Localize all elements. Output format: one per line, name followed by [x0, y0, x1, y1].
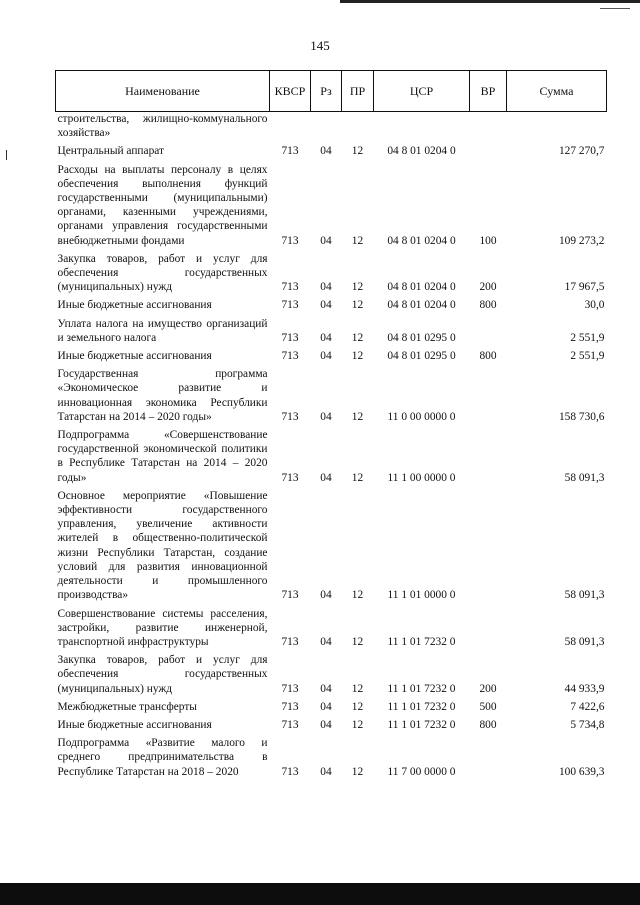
row-name: Иные бюджетные ассигнования	[57, 718, 212, 731]
row-rz: 04	[320, 765, 332, 778]
row-csr: 11 1 01 7232 0	[387, 700, 456, 713]
table-row	[56, 349, 607, 367]
row-sum: 2 551,9	[570, 350, 605, 363]
row-sum: 30,0	[584, 299, 605, 312]
row-vr: 200	[479, 281, 497, 294]
row-pr: 12	[351, 471, 364, 484]
row-sum: 44 933,9	[564, 682, 605, 695]
row-rz: 04	[320, 145, 332, 158]
row-kvsr: 713	[281, 682, 299, 695]
column-header-csr: ЦСР	[374, 71, 470, 112]
row-vr	[470, 317, 507, 349]
row-pr: 12	[351, 299, 364, 312]
row-pr: 12	[351, 281, 364, 294]
row-vr	[470, 367, 507, 428]
row-name: строительства, жилищно-коммунального хозяйства»	[57, 113, 268, 140]
row-vr: 200	[479, 682, 497, 695]
row-csr: 04 8 01 0204 0	[387, 145, 456, 158]
row-rz	[311, 112, 342, 145]
table-body	[56, 112, 607, 783]
row-pr: 12	[351, 682, 364, 695]
row-rz: 04	[320, 635, 332, 648]
column-header-kvsr: КВСР	[270, 71, 311, 112]
row-sum: 58 091,3	[564, 635, 605, 648]
row-csr: 11 1 01 7232 0	[387, 635, 456, 648]
table-row	[56, 317, 607, 349]
row-rz: 04	[320, 700, 332, 713]
row-pr: 12	[351, 410, 364, 423]
table-row	[56, 163, 607, 252]
row-rz: 04	[320, 410, 332, 423]
row-name: Подпрограмма «Совершенствование государственной экономической политики в Республике Татарстан на 2014 – 2020 годы»	[57, 429, 268, 484]
row-csr: 11 1 01 7232 0	[387, 682, 456, 695]
row-csr: 04 8 01 0204 0	[387, 234, 456, 247]
row-csr: 04 8 01 0204 0	[387, 299, 456, 312]
row-vr: 800	[479, 350, 497, 363]
row-kvsr: 713	[281, 145, 299, 158]
table-row	[56, 298, 607, 316]
row-pr: 12	[351, 765, 364, 778]
row-vr: 800	[479, 299, 497, 312]
row-sum: 58 091,3	[564, 471, 605, 484]
table-row	[56, 700, 607, 718]
table-row	[56, 144, 607, 162]
row-vr	[470, 489, 507, 607]
budget-table	[55, 70, 607, 783]
row-csr: 11 1 01 0000 0	[387, 589, 456, 602]
row-name: Закупка товаров, работ и услуг для обеспечения государственных (муниципальных) нужд	[57, 252, 268, 294]
row-csr: 04 8 01 0204 0	[387, 281, 456, 294]
row-name: Основное мероприятие «Повышение эффективности государственного управления, увеличение активности жителей в общественно-политической жизни Республики Татарстан, создание условий для развития инновационной деятельности и промышленного производства»	[57, 489, 268, 602]
row-kvsr: 713	[281, 234, 299, 247]
table-row	[56, 736, 607, 783]
row-sum: 127 270,7	[558, 145, 605, 158]
table-row	[56, 112, 607, 145]
row-pr: 12	[351, 331, 364, 344]
column-header-name: Наименование	[56, 71, 270, 112]
row-sum: 2 551,9	[570, 331, 605, 344]
row-pr: 12	[351, 700, 364, 713]
row-name: Иные бюджетные ассигнования	[57, 299, 212, 312]
row-sum: 7 422,6	[570, 700, 605, 713]
row-vr	[470, 112, 507, 145]
table-header-row	[56, 71, 607, 112]
row-vr: 500	[479, 700, 497, 713]
row-rz: 04	[320, 299, 332, 312]
column-header-pr: ПР	[342, 71, 374, 112]
row-kvsr: 713	[281, 350, 299, 363]
row-pr: 12	[351, 145, 364, 158]
row-sum: 58 091,3	[564, 589, 605, 602]
table-row	[56, 718, 607, 736]
row-vr: 800	[479, 718, 497, 731]
row-rz: 04	[320, 331, 332, 344]
scan-mark	[600, 8, 630, 9]
table-row	[56, 653, 607, 700]
row-name: Государственная программа «Экономическое развитие и инновационная экономика Республики Татарстан на 2014 – 2020 годы»	[57, 368, 268, 423]
row-csr: 11 1 01 7232 0	[387, 718, 456, 731]
row-pr: 12	[351, 589, 364, 602]
page-number: 145	[310, 38, 330, 53]
column-header-sum: Сумма	[507, 71, 607, 112]
row-kvsr: 713	[281, 765, 299, 778]
table-row	[56, 367, 607, 428]
row-sum: 100 639,3	[558, 765, 605, 778]
row-rz: 04	[320, 234, 332, 247]
table-row	[56, 607, 607, 654]
scan-edge-bottom	[0, 883, 640, 905]
row-name: Уплата налога на имущество организаций и земельного налога	[57, 317, 268, 344]
row-sum: 109 273,2	[558, 234, 605, 247]
row-kvsr	[270, 112, 311, 145]
row-csr	[374, 112, 470, 145]
row-name: Совершенствование системы расселения, застройки, развитие инженерной, транспортной инфраструктуры	[57, 607, 268, 648]
row-kvsr: 713	[281, 331, 299, 344]
row-kvsr: 713	[281, 700, 299, 713]
table-row	[56, 252, 607, 299]
row-name: Центральный аппарат	[57, 145, 165, 158]
row-vr	[470, 607, 507, 654]
column-header-vr: ВР	[470, 71, 507, 112]
row-sum: 158 730,6	[558, 410, 605, 423]
row-pr: 12	[351, 234, 364, 247]
row-csr: 04 8 01 0295 0	[387, 331, 456, 344]
row-rz: 04	[320, 682, 332, 695]
row-pr: 12	[351, 718, 364, 731]
table-row	[56, 489, 607, 607]
row-csr: 11 1 00 0000 0	[387, 471, 456, 484]
row-vr	[470, 736, 507, 783]
row-vr	[470, 428, 507, 489]
row-sum: 17 967,5	[564, 281, 605, 294]
table-row	[56, 428, 607, 489]
scan-mark-left	[6, 150, 7, 160]
row-rz: 04	[320, 718, 332, 731]
row-vr: 100	[479, 234, 497, 247]
row-name: Расходы на выплаты персоналу в целях обеспечения выполнения функций государственными (муниципальными) органами, казенными учреждениями, органами управления государственными внебюджетными фондами	[57, 163, 268, 247]
row-name: Иные бюджетные ассигнования	[57, 350, 212, 363]
scan-edge-top	[340, 0, 640, 3]
row-kvsr: 713	[281, 281, 299, 294]
row-csr: 11 7 00 0000 0	[387, 765, 456, 778]
row-rz: 04	[320, 471, 332, 484]
row-sum	[507, 112, 607, 145]
row-rz: 04	[320, 281, 332, 294]
row-name: Межбюджетные трансферты	[57, 700, 197, 713]
row-kvsr: 713	[281, 635, 299, 648]
row-pr: 12	[351, 350, 364, 363]
row-pr	[342, 112, 374, 145]
row-name: Закупка товаров, работ и услуг для обеспечения государственных (муниципальных) нужд	[57, 654, 268, 695]
row-kvsr: 713	[281, 471, 299, 484]
row-kvsr: 713	[281, 410, 299, 423]
row-csr: 11 0 00 0000 0	[387, 410, 456, 423]
row-kvsr: 713	[281, 589, 299, 602]
row-rz: 04	[320, 350, 332, 363]
row-vr	[470, 144, 507, 162]
row-sum: 5 734,8	[570, 718, 605, 731]
row-kvsr: 713	[281, 299, 299, 312]
column-header-rz: Рз	[311, 71, 342, 112]
row-kvsr: 713	[281, 718, 299, 731]
row-rz: 04	[320, 589, 332, 602]
row-pr: 12	[351, 635, 364, 648]
row-name: Подпрограмма «Развитие малого и среднего предпринимательства в Республике Татарстан на 2018 – 2020	[57, 737, 268, 778]
row-csr: 04 8 01 0295 0	[387, 350, 456, 363]
